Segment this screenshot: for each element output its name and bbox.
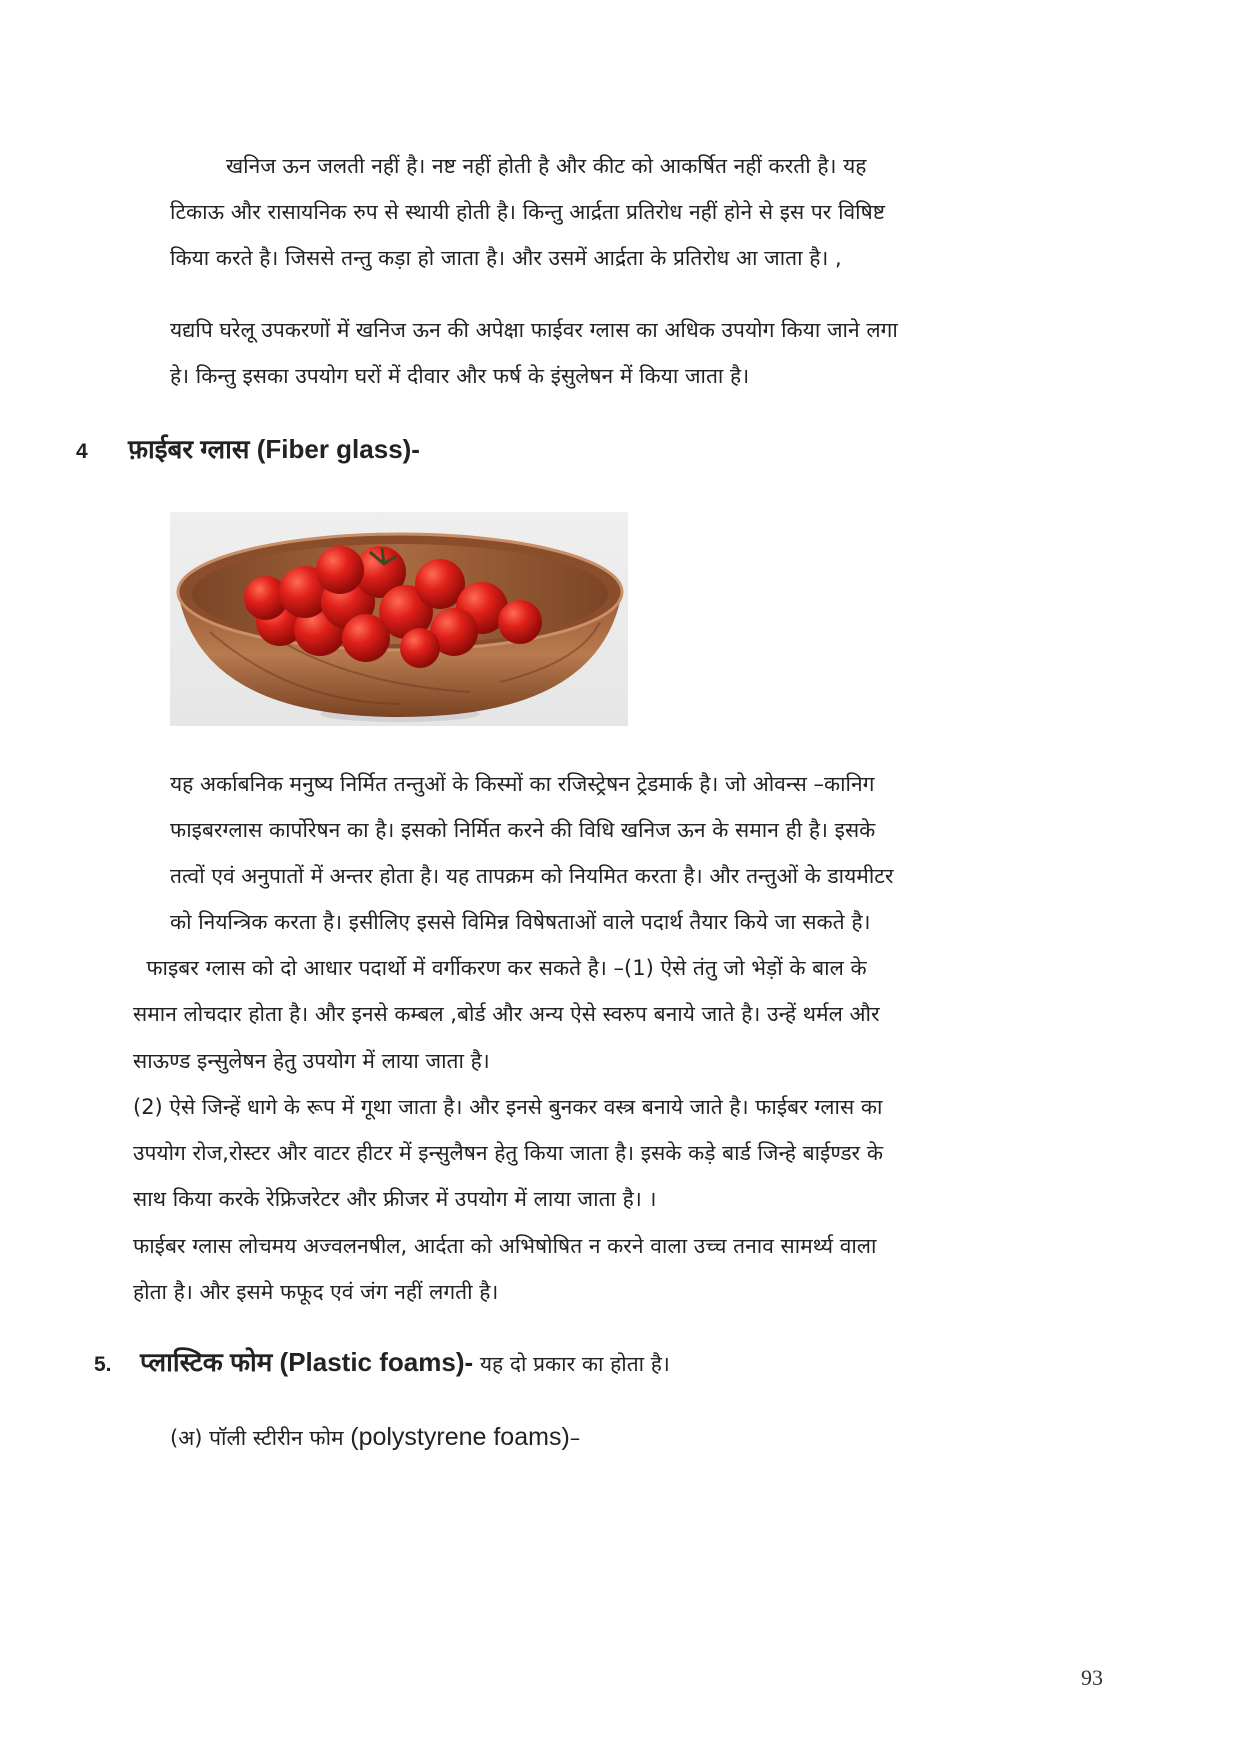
- text-line: (2) ऐसे जिन्हें धागे के रूप में गूथा जाता है। और इनसे बुनकर वस्त्र बनाये जाते है। फाईबर ग्लास का: [133, 1094, 883, 1119]
- section-heading-plastic-foams: [94, 1343, 670, 1379]
- text-line: समान लोचदार होता है। और इनसे कम्बल ,बोर्ड और अन्य ऐसे स्वरुप बनाये जाते है। उन्हें थर्मल और: [133, 1002, 880, 1027]
- section-title: प्लास्टिक फोम (Plastic foams)-: [140, 1347, 474, 1377]
- text-line: टिकाऊ और रासायनिक रुप से स्थायी होती है। किन्तु आर्द्रता प्रतिरोध नहीं होने से इस पर विषिष्ट: [170, 200, 886, 224]
- subheading-suffix: –: [569, 1426, 581, 1450]
- subheading-english: (polystyrene foams): [350, 1423, 570, 1451]
- fiber-glass-bowl-image: [170, 512, 628, 726]
- text-line: तत्वों एवं अनुपातों में अन्तर होता है। यह तापक्रम को नियमित करता है। और तन्तुओं के डायमीटर: [170, 864, 894, 888]
- subheading-polystyrene-foams: [170, 1423, 580, 1452]
- section-title: फ़ाईबर ग्लास (Fiber glass)-: [128, 434, 420, 464]
- subheading-prefix: (अ) पॉली स्टीरीन फोम: [170, 1426, 351, 1450]
- text-line: होता है। और इसमे फफूद एवं जंग नहीं लगती है।: [133, 1280, 499, 1305]
- section-title-note: यह दो प्रकार का होता है।: [473, 1352, 670, 1376]
- text-line: साऊण्ड इन्सुलेषन हेतु उपयोग में लाया जाता है।: [133, 1048, 490, 1073]
- text-line: यह अर्काबनिक मनुष्य निर्मित तन्तुओं के किस्मों का रजिस्ट्रेषन ट्रेडमार्क है। जो ओवन्स –कानिग: [170, 772, 875, 796]
- section-number: 5.: [94, 1353, 112, 1376]
- text-line: फाईबर ग्लास लोचमय अज्वलनषील, आर्दता को अभिषोषित न करने वाला उच्च तनाव सामर्थ्य वाला: [133, 1233, 877, 1258]
- text-line: फाइबर ग्लास को दो आधार पदार्थो में वर्गीकरण कर सकते है। –(1) ऐसे तंतु जो भेड़ों के बाल के: [133, 956, 867, 980]
- paragraph-mineral-wool: [170, 143, 1090, 281]
- section-heading-fiber-glass: [76, 430, 420, 466]
- paragraph-fiber-glass-description: [170, 761, 1090, 945]
- text-line: खनिज ऊन जलती नहीं है। नष्ट नहीं होती है और कीट को आकर्षित नहीं करती है। यह: [226, 154, 867, 178]
- text-line: फाइबरग्लास कार्पोरेषन का है। इसको निर्मित करने की विधि खनिज ऊन के समान ही है। इसके: [170, 818, 876, 842]
- text-line: को नियन्त्रिक करता है। इसीलिए इससे विमिन्न विषेषताओं वाले पदार्थ तैयार किये जा सकते है।: [170, 910, 871, 934]
- paragraph-usage: [170, 307, 1090, 399]
- bowl-illustration: [170, 512, 628, 726]
- text-line: उपयोग रोज,रोस्टर और वाटर हीटर में इन्सुलैषन हेतु किया जाता है। इसके कड़े बार्ड जिन्हे बाईण्डर के: [133, 1141, 883, 1166]
- text-line: यद्यपि घरेलू उपकरणों में खनिज ऊन की अपेक्षा फाईवर ग्लास का अधिक उपयोग किया जाने लगा: [170, 318, 898, 342]
- paragraph-fiber-glass-classification: [133, 945, 1093, 1315]
- section-number: 4: [76, 440, 88, 463]
- text-line: साथ किया करके रेफ्रिजरेटर और फ्रीजर में उपयोग में लाया जाता है। ।: [133, 1187, 657, 1212]
- text-line: हे। किन्तु इसका उपयोग घरों में दीवार और फर्ष के इंसुलेषन में किया जाता है।: [170, 364, 750, 388]
- text-line: किया करते है। जिससे तन्तु कड़ा हो जाता है। और उसमें आर्द्रता के प्रतिरोध आ जाता है। ,: [170, 246, 842, 270]
- page-number: 93: [1081, 1665, 1103, 1690]
